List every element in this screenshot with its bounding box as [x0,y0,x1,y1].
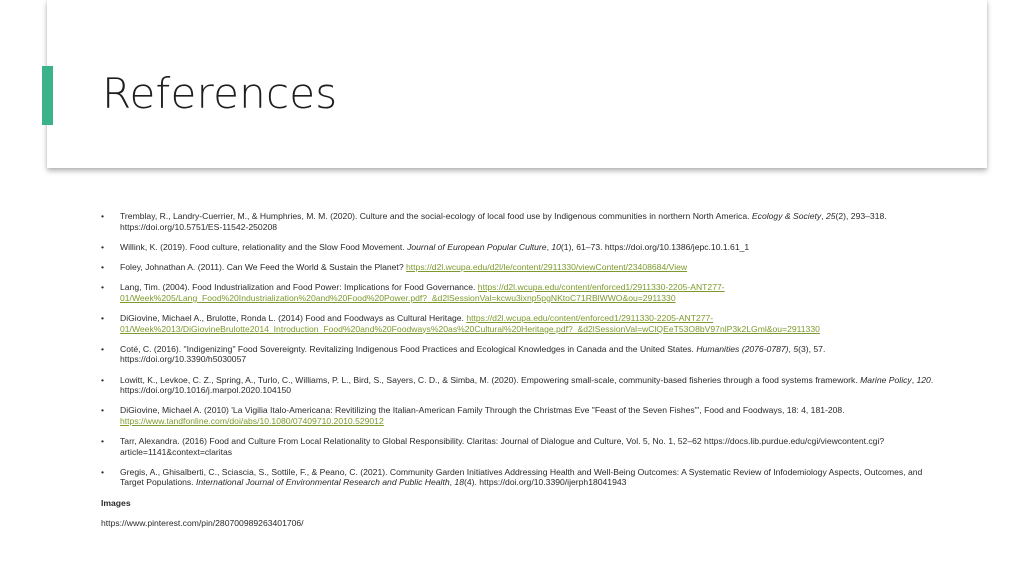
bullet-icon: • [101,261,105,272]
reference-text: Gregis, A., Ghisalberti, C., Sciascia, S., Sottile, F., & Peano, C. (2021). Community Garden Initiatives Addressing Health and Well-Being Outcomes: A Systematic Review of Infodemiology Aspects, Outcomes, and Target Populations. [120,466,923,488]
reference-separator: , [911,374,917,385]
title-accent-bar [42,66,53,125]
reference-item [101,282,941,303]
reference-volume: 10 [551,241,561,252]
reference-link[interactable]: https://d2l.wcupa.edu/content/enforced1/2911330-2205-ANT277-01/Week%2013/DiGiovineBrulotte2014_Introduction_Food%20and%20Foodways%20as%20Cultural%20Heritage.pdf?_&d2lSessionVal=wClQEeT53O8bV97nlP3k2LGml&ou=2911330 [120,312,820,334]
reference-text: Tremblay, R., Landry-Cuerrier, M., & Humphries, M. M. (2020). Culture and the social-ecology of local food use by Indigenous communities in northern North America. [120,211,752,221]
images-heading: Images [101,497,131,508]
bullet-icon: • [101,405,105,416]
reference-volume: 25 [825,211,836,221]
reference-text: Lowitt, K., Levkoe, C. Z., Spring, A., Turlo, C., Williams, P. L., Bird, S., Sayers, C. D., & Simba, M. (2020). Empowering small-scale, community-based fisheries through a food systems framework. [120,374,861,385]
reference-journal: Humanities (2076-0787) [696,343,789,354]
reference-volume: 5 [793,343,799,354]
references-section [101,211,941,529]
reference-link[interactable]: https://d2l.wcupa.edu/d2l/le/content/2911330/viewContent/23408684/View [406,261,688,272]
bullet-icon: • [101,374,105,385]
bullet-icon: • [101,343,105,354]
bullet-icon: • [101,312,105,323]
reference-item [101,375,941,396]
reference-text: Willink, K. (2019). Food culture, relationality and the Slow Food Movement. [120,241,408,252]
reference-text: Lang, Tim. (2004). Food Industrialization and Food Power: Implications for Food Governance. [120,282,478,293]
reference-journal: International Journal of Environmental Research and Public Health [195,477,450,488]
reference-item [101,211,941,232]
reference-separator: , [788,343,794,354]
reference-separator: , [546,241,552,252]
reference-item [101,344,941,365]
reference-link[interactable]: https://d2l.wcupa.edu/content/enforced1/2911330-2205-ANT277-01/Week%205/Lang_Food%20Industrialization%20and%20Food%20Power.pdf?_&d2lSessionVal=kcwu3ixnp5pgNKtoC71RBlWWO&ou=2911330 [120,282,725,303]
bullet-icon: • [101,241,105,252]
reference-item [101,436,941,457]
reference-journal: Marine Policy [860,374,912,385]
bullet-icon: • [101,211,105,221]
reference-volume: 18 [454,477,464,488]
page-title: References [102,69,338,118]
bullet-icon: • [101,466,105,477]
reference-text: Tarr, Alexandra. (2016) Food and Culture From Local Relationality to Global Responsibility. Claritas: Journal of Dialogue and Culture, Vol. 5, No. 1, 52–62 https://docs.lib.purdue.edu/cgi/viewcontent.cgi?article=1141&context=claritas [120,436,885,457]
reference-citation: (3), 57. https://doi.org/10.3390/h5030057 [120,343,826,365]
reference-text: Coté, C. (2016). "Indigenizing" Food Sovereignty. Revitalizing Indigenous Food Practices and Ecological Knowledges in Canada and the United States. [120,343,697,354]
references-list [101,211,941,488]
reference-citation: (1), 61–73. https://doi.org/10.1386/jepc.10.1.61_1 [560,241,750,252]
reference-item [101,242,941,253]
reference-link[interactable]: https://www.tandfonline.com/doi/abs/10.1080/07409710.2010.529012 [120,415,384,426]
reference-text: DiGiovine, Michael A., Brulotte, Ronda L. (2014) Food and Foodways as Cultural Heritage. [120,312,467,323]
reference-citation: (4). https://doi.org/10.3390/ijerph18041943 [463,477,627,488]
reference-journal: Journal of European Popular Culture [407,241,547,252]
reference-item [101,405,941,426]
reference-text: Foley, Johnathan A. (2011). Can We Feed the World & Sustain the Planet? [120,261,406,272]
reference-item [101,467,941,488]
reference-volume: 120 [916,374,931,385]
reference-item [101,313,941,334]
reference-citation: (2), 293–318. https://doi.org/10.5751/ES-11542-250208 [120,211,887,232]
reference-journal: Ecology & Society [751,211,822,221]
reference-item [101,262,941,273]
reference-separator: , [821,211,826,221]
reference-separator: , [449,477,455,488]
reference-text: DiGiovine, Michael A. (2010) 'La Vigilia Italo-Americana: Revitilizing the Italian-American Family Through the Christmas Eve "Feast of the Seven Fishes"', Food and Foodways, 18: 4, 181-208. [120,405,845,416]
bullet-icon: • [101,282,105,293]
reference-citation: . https://doi.org/10.1016/j.marpol.2020.104150 [120,374,934,396]
bullet-icon: • [101,436,105,447]
images-url: https://www.pinterest.com/pin/280700989263401706/ [101,518,304,529]
